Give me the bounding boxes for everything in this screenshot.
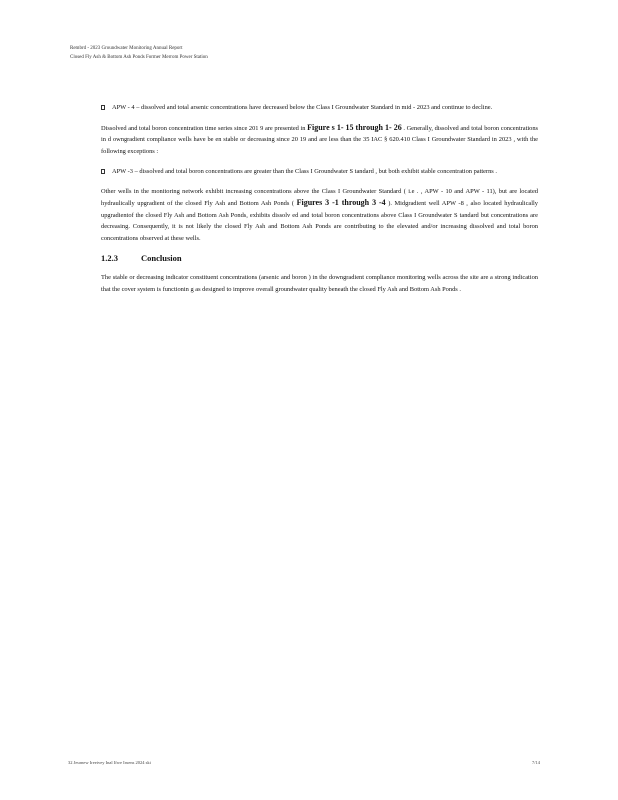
para-text: . Generally, dissolved and total boron concentrations in d owngradient compliance wells have be en stable or decreasing since 20 19 and are less than the 35 IAC § 620.410 Class I Groundwater Standard in 2023 , with the following exceptions : bbox=[101, 124, 539, 155]
page-footer bbox=[68, 760, 540, 765]
figure-reference: Figure s 1- 15 through 1- 26 bbox=[307, 122, 402, 132]
page-header bbox=[70, 44, 208, 62]
paragraph-other-wells bbox=[101, 186, 538, 245]
figure-reference: Figures 3 -1 through 3 -4 bbox=[296, 198, 386, 207]
bullet-text: APW - 4 – dissolved and total arsenic concentrations have decreased below the Class I Groundwater Standard in mid - 2023 and continue to decline. bbox=[112, 104, 493, 111]
paragraph-boron-trends bbox=[101, 122, 538, 158]
body-content bbox=[101, 102, 538, 304]
section-number: 1.2.3 bbox=[101, 253, 118, 263]
header-line-2: Closed Fly Ash & Bottom Ash Ponds Former Merrom Power Station bbox=[70, 55, 208, 60]
bullet-square-icon bbox=[101, 105, 105, 110]
bullet-item bbox=[101, 166, 538, 178]
bullet-square-icon bbox=[101, 169, 105, 174]
footer-text: 32 Jeurnew Ireeivey Inal Ifwe Iruens 2024 ski bbox=[68, 760, 151, 765]
paragraph-conclusion: The stable or decreasing indicator constituent concentrations (arsenic and boron ) in the downgradient compliance monitoring wells across the site are a strong indication that the cover system is functionin g as designed to improve overall groundwater quality beneath the closed Fly Ash and Bottom Ash Ponds . bbox=[101, 274, 538, 293]
para-text: Other wells in the monitoring network exhibit increasing concentrations above the Class I Groundwater Standard ( i.e . , APW - 10 and APW - 11), but are located hydraulically upgradient of the closed Fly Ash and Bottom Ash Ponds ( bbox=[101, 187, 538, 207]
para-text: Dissolved and total boron concentration time series since 201 9 are presented in bbox=[101, 124, 306, 132]
page-number: 7/14 bbox=[531, 760, 540, 765]
para-text: ). Midgradient well APW -8 , also located hydraulically upgradientof the closed Fly Ash and Bottom Ash Ponds, exhibits dissolv ed and total boron concentrations above Class I Groundwater S tandard but concentrations are decreasing. Consequently, it is not likely the closed Fly Ash and Bottom Ash Ponds are contributing to the elevated and/or increasing dissolved and total boron concentrations observed at these wells. bbox=[101, 200, 538, 242]
section-title: Conclusion bbox=[141, 253, 182, 263]
bullet-text: APW -3 – dissolved and total boron concentrations are greater than the Class I Groundwater S tandard , but both exhibit stable concentration patterns . bbox=[112, 168, 497, 175]
section-heading bbox=[101, 253, 538, 263]
header-line-1: Rembrd - 2023 Groundwater Monitoring Annual Report bbox=[70, 46, 183, 51]
bullet-item bbox=[101, 102, 538, 114]
